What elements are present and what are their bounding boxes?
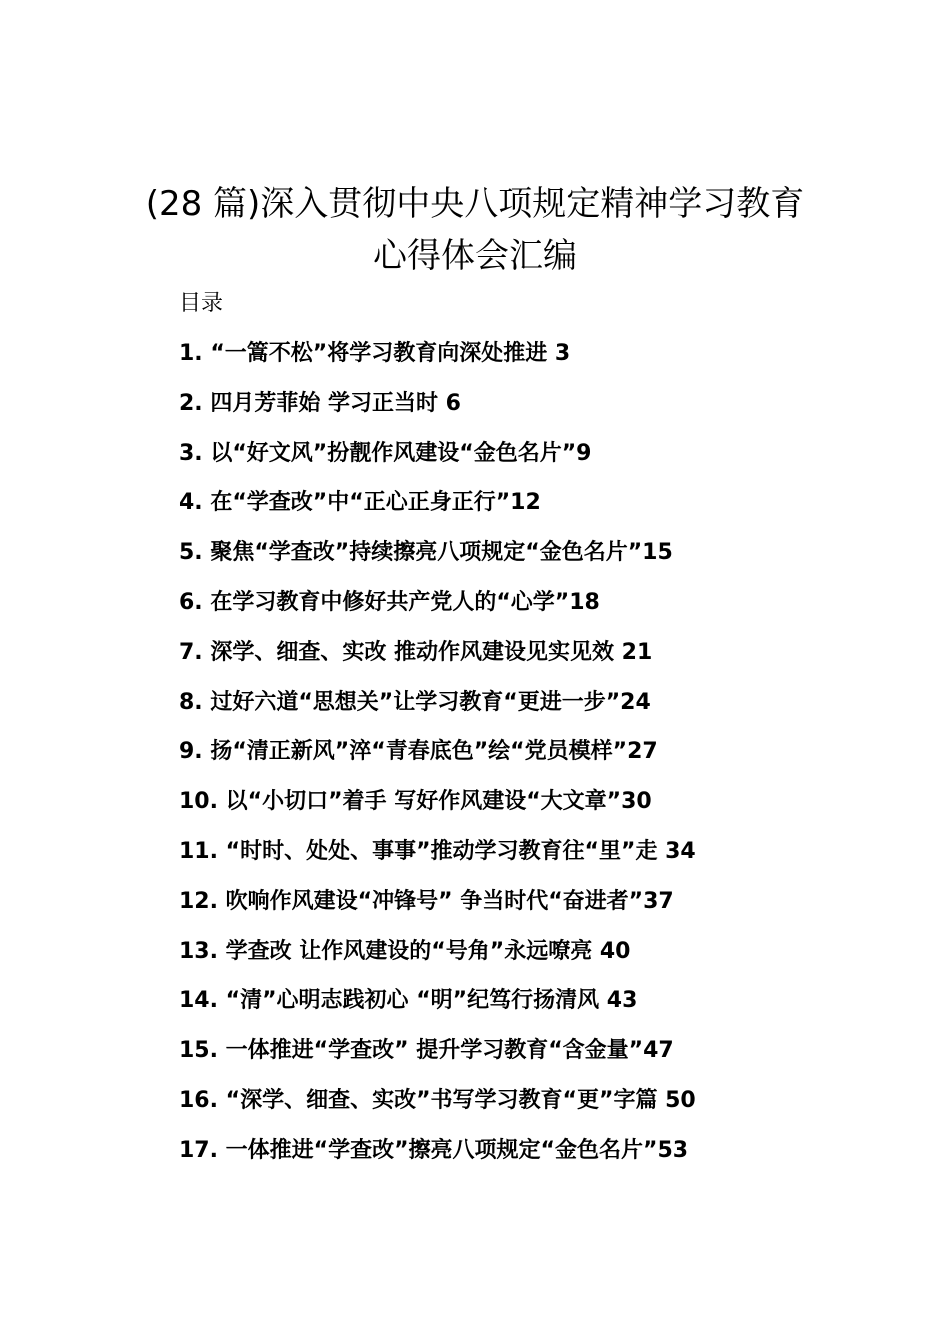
toc-item[interactable]: 9. 扬“清正新风”淬“青春底色”绘“党员模样”27 — [179, 739, 658, 765]
document-title — [0, 178, 950, 282]
toc-item[interactable]: 3. 以“好文风”扮靓作风建设“金色名片”9 — [179, 440, 592, 466]
toc-item[interactable]: 10. 以“小切口”着手 写好作风建设“大文章”30 — [179, 789, 652, 815]
toc-item[interactable]: 4. 在“学查改”中“正心正身正行”12 — [179, 490, 541, 516]
toc-item[interactable]: 11. “时时、处处、事事”推动学习教育往“里”走 34 — [179, 838, 696, 864]
toc-item[interactable]: 6. 在学习教育中修好共产党人的“心学”18 — [179, 589, 600, 615]
toc-item[interactable]: 17. 一体推进“学查改”擦亮八项规定“金色名片”53 — [179, 1137, 689, 1163]
table-of-contents — [179, 338, 879, 1185]
title-line-2: 心得体会汇编 — [373, 236, 577, 276]
toc-item[interactable]: 15. 一体推进“学查改” 提升学习教育“含金量”47 — [179, 1038, 674, 1064]
toc-item[interactable]: 16. “深学、细查、实改”书写学习教育“更”字篇 50 — [179, 1087, 696, 1113]
toc-item[interactable]: 8. 过好六道“思想关”让学习教育“更进一步”24 — [179, 689, 651, 715]
toc-item[interactable]: 12. 吹响作风建设“冲锋号” 争当时代“奋进者”37 — [179, 888, 674, 914]
toc-heading: 目录 — [179, 291, 224, 316]
toc-item[interactable]: 14. “清”心明志践初心 “明”纪笃行扬清风 43 — [179, 988, 638, 1014]
toc-item[interactable]: 2. 四月芳菲始 学习正当时 6 — [179, 390, 461, 416]
toc-item[interactable]: 5. 聚焦“学查改”持续擦亮八项规定“金色名片”15 — [179, 540, 673, 566]
toc-item[interactable]: 13. 学查改 让作风建设的“号角”永远嘹亮 40 — [179, 938, 631, 964]
title-line-1: (28 篇)深入贯彻中央八项规定精神学习教育 — [145, 184, 805, 224]
toc-item[interactable]: 7. 深学、细查、实改 推动作风建设见实见效 21 — [179, 639, 653, 665]
toc-item[interactable]: 1. “一篙不松”将学习教育向深处推进 3 — [179, 341, 571, 366]
